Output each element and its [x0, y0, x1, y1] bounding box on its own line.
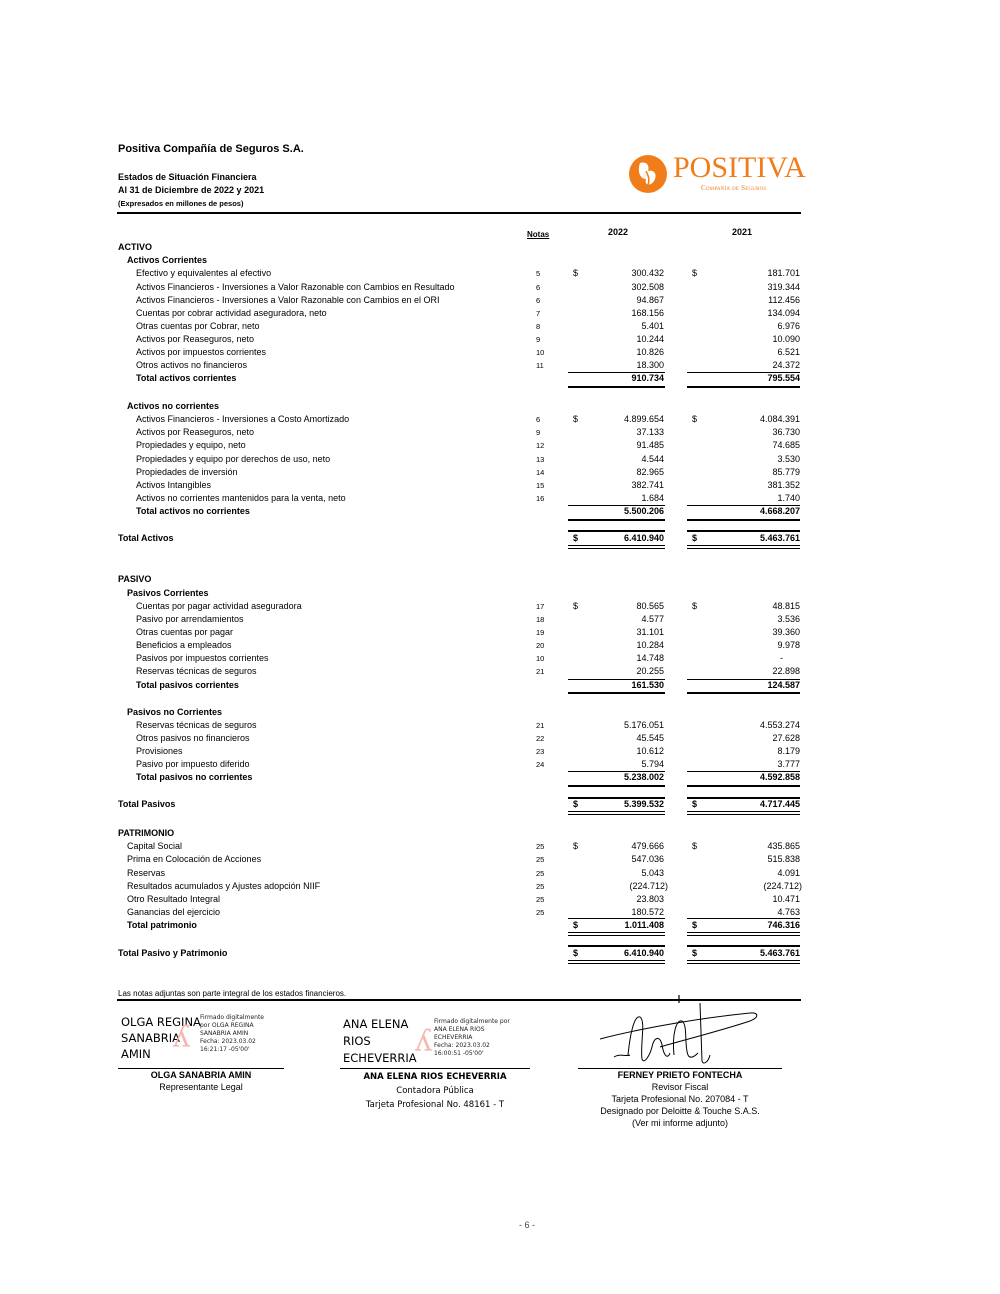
table-row: Propiedades de inversión 14 82.965 85.779 [136, 467, 800, 477]
positiva-logo [628, 151, 806, 195]
table-row: Pasivo por impuesto diferido 24 5.794 3.777 [136, 759, 800, 769]
table-row: Efectivo y equivalentes al efectivo 5 $ 300.432 $ 181.701 [136, 268, 800, 278]
total-row: Total pasivos no corrientes 5.238.002 4.592.858 [136, 772, 800, 782]
statement-period: Al 31 de Diciembre de 2022 y 2021 [118, 185, 265, 195]
table-row: Otras cuentas por pagar 19 31.101 39.360 [136, 627, 800, 637]
table-row: Cuentas por pagar actividad aseguradora 17 $ 80.565 $ 48.815 [136, 601, 800, 611]
section-pasivo: PASIVO [118, 574, 152, 584]
subsection-activos-corrientes: Activos Corrientes [127, 255, 208, 265]
table-row: Activos Financieros - Inversiones a Valor Razonable con Cambios en el ORI 6 94.867 112.456 [136, 295, 800, 305]
double-rule [568, 811, 665, 812]
double-rule [568, 932, 665, 933]
double-rule [687, 935, 800, 936]
table-row: Otras cuentas por Cobrar, neto 8 5.401 6.976 [136, 321, 800, 331]
double-rule [687, 548, 800, 549]
column-header-notas: Notas [527, 230, 550, 239]
table-row: Pasivo por arrendamientos 18 4.577 3.536 [136, 614, 800, 624]
section-patrimonio: PATRIMONIO [118, 828, 175, 838]
subsection-activos-no-corrientes: Activos no corrientes [127, 401, 220, 411]
table-row: Resultados acumulados y Ajustes adopción NIIF 25 (224.712) (224.712) [127, 881, 802, 891]
double-rule [568, 545, 665, 546]
total-rule [568, 386, 665, 388]
digital-signature-stamp: Firmado digitalmente por ANA ELENA RIOS ECHEVERRIA Fecha: 2023.03.02 16:00:51 -05'00' [434, 1018, 510, 1057]
signature-block-legal-rep [121, 1014, 264, 1062]
logo-tagline: Compañía de Seguros [701, 184, 767, 192]
double-rule [568, 814, 665, 815]
section-activo: ACTIVO [118, 242, 153, 252]
table-row: Propiedades y equipo por derechos de uso, neto 13 4.544 3.530 [136, 454, 800, 464]
table-row: Otros activos no financieros 11 18.300 24.372 [136, 360, 800, 370]
footnote: Las notas adjuntas son parte integral de los estados financieros. [118, 989, 347, 998]
double-rule [568, 548, 665, 549]
signed-name: OLGA REGINA SANABRIA AMIN [121, 1015, 201, 1061]
statement-heading [118, 171, 264, 210]
signer-caption: OLGA SANABRIA AMIN Representante Legal [150, 1070, 252, 1092]
digital-signature-mark-icon: ʎ [173, 1020, 190, 1055]
double-rule [687, 545, 800, 546]
total-rule [687, 386, 800, 388]
grand-total-row: Total Activos $ 6.410.940 $ 5.463.761 [118, 533, 800, 543]
column-header-2021: 2021 [732, 227, 753, 237]
double-rule [687, 932, 800, 933]
handwritten-signature-icon [590, 995, 770, 1067]
table-row: Provisiones 23 10.612 8.179 [136, 746, 800, 756]
table-row: Prima en Colocación de Acciones 25 547.036 515.838 [127, 854, 800, 864]
double-rule [687, 814, 800, 815]
total-row: Total patrimonio $ 1.011.408 $ 746.316 [127, 920, 800, 930]
signed-name: ANA ELENA RIOS ECHEVERRIA [343, 1017, 417, 1065]
total-rule [687, 519, 800, 521]
total-row: Total activos corrientes 910.734 795.554 [136, 373, 800, 383]
table-row: Activos por Reaseguros, neto 9 10.244 10.090 [136, 334, 800, 344]
table-row: Activos Financieros - Inversiones a Costo Amortizado 6 $ 4.899.654 $ 4.084.391 [136, 414, 800, 424]
logo-wordmark: POSITIVA [673, 151, 806, 184]
digital-signature-mark-icon: ʎ [415, 1024, 432, 1059]
total-rule [568, 692, 665, 694]
page-number: - 6 - [519, 1220, 536, 1230]
subsection-pasivos-no-corrientes: Pasivos no Corrientes [127, 707, 223, 717]
double-rule [687, 960, 800, 961]
table-row: Activos no corrientes mantenidos para la venta, neto 16 1.684 1.740 [136, 493, 800, 503]
company-name: Positiva Compañía de Seguros S.A. [118, 143, 304, 155]
signer-caption: FERNEY PRIETO FONTECHA Revisor Fiscal Tarjeta Profesional No. 207084 - T Designado por Deloitte & Touche S.A.S. (Ver mi informe adjunto) [600, 1070, 760, 1128]
statement-units: (Expresados en millones de pesos) [118, 199, 244, 208]
table-row: Cuentas por cobrar actividad aseguradora, neto 7 168.156 134.094 [136, 308, 800, 318]
total-rule [687, 692, 800, 694]
statement-title: Estados de Situación Financiera [118, 172, 257, 182]
table-row: Otros pasivos no financieros 22 45.545 27.628 [136, 733, 800, 743]
table-row: Pasivos por impuestos corrientes 10 14.748 - [136, 653, 783, 663]
column-header-2022: 2022 [608, 227, 629, 237]
double-rule [687, 811, 800, 812]
table-row: Beneficios a empleados 20 10.284 9.978 [136, 640, 800, 650]
positiva-emblem-icon [628, 153, 670, 195]
table-row: Reservas técnicas de seguros 21 20.255 22.898 [136, 666, 800, 676]
signature-block-accountant [343, 1016, 510, 1067]
header-rule [117, 212, 801, 214]
double-rule [568, 935, 665, 936]
total-row: Total activos no corrientes 5.500.206 4.668.207 [136, 506, 800, 516]
total-rule [687, 785, 800, 787]
table-row: Activos por Reaseguros, neto 9 37.133 36.730 [136, 427, 800, 437]
total-rule [568, 785, 665, 787]
table-row: Capital Social 25 $ 479.666 $ 435.865 [127, 841, 800, 851]
total-row: Total pasivos corrientes 161.530 124.587 [136, 680, 800, 690]
table-row: Activos por impuestos corrientes 10 10.826 6.521 [136, 347, 800, 357]
double-rule [568, 960, 665, 961]
table-row: Activos Intangibles 15 382.741 381.352 [136, 480, 800, 490]
table-row: Activos Financieros - Inversiones a Valor Razonable con Cambios en Resultado 6 302.508 319.344 [136, 282, 800, 292]
double-rule [568, 963, 665, 964]
signer-caption: ANA ELENA RIOS ECHEVERRIA Contadora Pública Tarjeta Profesional No. 48161 - T [363, 1072, 507, 1110]
table-row: Reservas 25 5.043 4.091 [127, 868, 800, 878]
grand-total-row: Total Pasivo y Patrimonio $ 6.410.940 $ 5.463.761 [118, 948, 800, 958]
digital-signature-stamp: Firmado digitalmente por OLGA REGINA SANABRIA AMIN Fecha: 2023.03.02 16:21:17 -05'00' [200, 1014, 264, 1053]
table-row: Otro Resultado Integral 25 23.803 10.471 [127, 894, 800, 904]
table-row: Ganancias del ejercicio 25 180.572 4.763 [127, 907, 800, 917]
total-rule [568, 519, 665, 521]
subsection-pasivos-corrientes: Pasivos Corrientes [127, 588, 209, 598]
signature-line [340, 1068, 530, 1069]
grand-total-row: Total Pasivos $ 5.399.532 $ 4.717.445 [118, 799, 800, 809]
table-row: Propiedades y equipo, neto 12 91.485 74.685 [136, 440, 800, 450]
double-rule [687, 963, 800, 964]
table-row: Reservas técnicas de seguros 21 5.176.051 4.553.274 [136, 720, 800, 730]
